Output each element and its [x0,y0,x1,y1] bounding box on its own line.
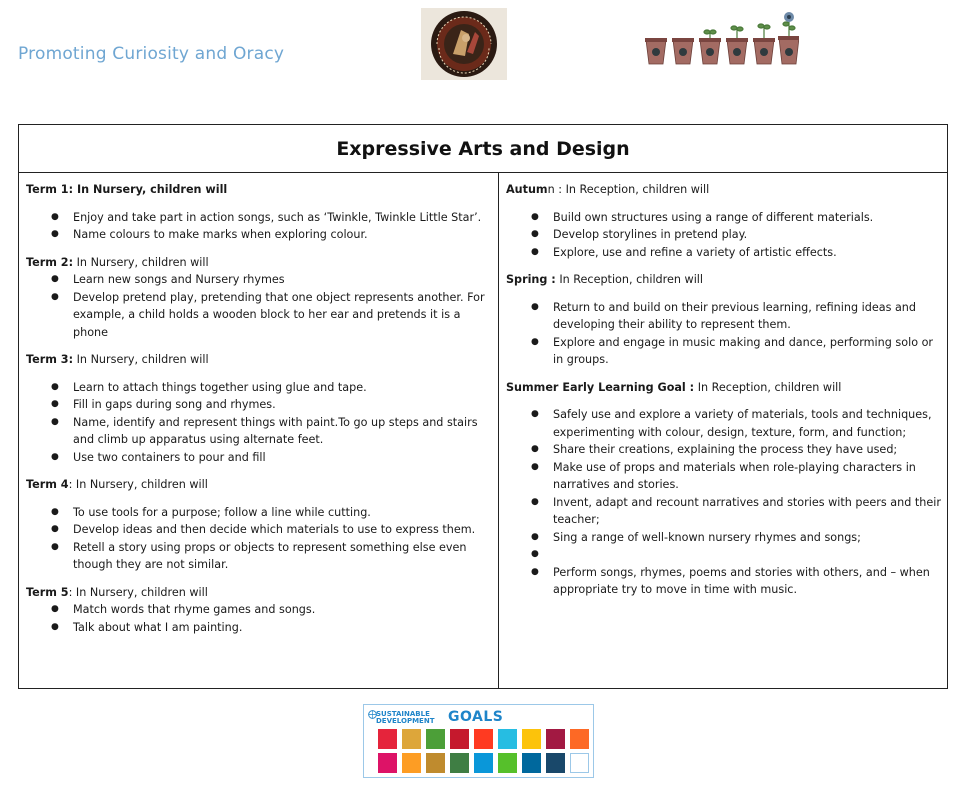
left-section [26,254,492,342]
bullet-list [26,271,492,341]
left-section [26,181,492,244]
sdg-goal-tile [522,729,541,749]
bullet-list [26,379,492,467]
bullet-item: ● Develop pretend play, pretending that one object represents another. For example, a child holds a wooden block to her ear and pretends it is a phone [26,289,492,342]
left-section [26,351,492,466]
bullet-item: ● Safely use and explore a variety of materials, tools and techniques, experimenting with colour, design, texture, form, and function; [506,406,941,441]
section-heading-bold: Summer Early Learning Goal : [506,380,695,394]
sdg-goal-tile [378,729,397,749]
sdg-goal-tile [546,729,565,749]
sdg-goals-logo [363,704,594,778]
section-heading-bold: Term 1: In Nursery [26,183,143,196]
bullet-item: ● Enjoy and take part in action songs, such as ‘Twinkle, Twinkle Little Star’. [26,209,492,227]
sdg-goal-tile [546,753,565,773]
bullet-item: ● Develop storylines in pretend play. [506,226,941,244]
sdg-goal-tile [426,753,445,773]
left-section [26,584,492,637]
sdg-goal-tile [426,729,445,749]
right-section [506,181,941,261]
spacer [26,199,492,209]
bullet-list [506,299,941,369]
section-heading-rest: , children will [142,183,228,196]
bullet-item: ● Learn new songs and Nursery rhymes [26,271,492,289]
bullet-list [26,209,492,244]
bullet-item: ● Explore, use and refine a variety of artistic effects. [506,244,941,262]
bullet-item: ● Talk about what I am painting. [26,619,492,637]
left-section [26,476,492,574]
section-heading-bold: Autum [506,183,548,196]
sdg-goal-tile [402,729,421,749]
school-crest-logo [421,8,507,80]
bullet-list [26,601,492,636]
section-heading [26,181,492,199]
bullet-item: ● Return to and build on their previous learning, refining ideas and developing their ability to represent them. [506,299,941,334]
bullet-item: ● Build own structures using a range of different materials. [506,209,941,227]
section-heading-rest: : In Nursery, children will [68,478,208,491]
sdg-goal-tile [474,729,493,749]
spacer [26,494,492,504]
section-heading [26,351,492,369]
section-heading-bold: Term 5 [26,585,69,599]
reception-column [498,173,947,688]
bullet-item: ● Name colours to make marks when exploring colour. [26,226,492,244]
section-heading [26,254,492,272]
section-heading-rest: : In Nursery, children will [68,585,208,599]
section-heading [506,379,941,397]
section-heading [26,584,492,602]
right-section [506,271,941,369]
sdg-title: SUSTAINABLE DEVELOPMENT [376,710,435,725]
curriculum-table [18,124,948,689]
bullet-item: ● Sing a range of well-known nursery rhymes and songs; [506,529,941,547]
bullet-item: ● Develop ideas and then decide which materials to use to express them. [26,521,492,539]
section-heading-rest: n : In Reception, children will [547,183,710,196]
sdg-goal-tile [522,753,541,773]
flower-pots-image [643,10,799,68]
sdg-goal-tile [450,753,469,773]
sdg-goal-tile [570,753,589,773]
table-title: Expressive Arts and Design [19,125,947,173]
bullet-item: ● Explore and engage in music making and dance, performing solo or in groups. [506,334,941,369]
section-heading-rest: In Nursery, children will [73,353,209,366]
sdg-goal-tile [402,753,421,773]
bullet-list [506,209,941,262]
section-heading-bold: Term 4 [26,478,69,491]
bullet-item: ● Name, identify and represent things with paint.To go up steps and stairs and climb up apparatus using alternate feet. [26,414,492,449]
sdg-goal-tile [570,729,589,749]
section-heading-rest: In Reception, children will [694,380,842,394]
right-section [506,379,941,599]
section-heading-bold: Spring : [506,273,556,286]
bullet-item: ● Retell a story using props or objects to represent something else even though they are not similar. [26,539,492,574]
section-heading-bold: Term 3: [26,353,74,366]
section-heading [506,271,941,289]
sdg-goal-tile [498,753,517,773]
spacer [506,199,941,209]
bullet-item: ● Make use of props and materials when role-playing characters in narratives and stories. [506,459,941,494]
sdg-tile-grid [378,729,589,773]
section-heading-rest: In Reception, children will [555,273,704,286]
sdg-goal-tile [498,729,517,749]
section-heading [26,476,492,494]
sdg-goal-tile [474,753,493,773]
section-heading-bold: Term 2: [26,255,74,269]
bullet-item: ● Invent, adapt and recount narratives and stories with peers and their teacher; [506,494,941,529]
spacer [26,369,492,379]
bullet-item: ● Perform songs, rhymes, poems and stories with others, and – when appropriate try to move in time with music. [506,564,941,599]
nursery-column [19,173,498,688]
bullet-item [506,546,941,564]
section-heading [506,181,941,199]
sdg-goal-tile [378,753,397,773]
bullet-item: ● Match words that rhyme games and songs. [26,601,492,619]
spacer [506,396,941,406]
bullet-list [506,406,941,599]
bullet-item: ● Use two containers to pour and fill [26,449,492,467]
sdg-goal-tile [450,729,469,749]
bullet-item: ● To use tools for a purpose; follow a line while cutting. [26,504,492,522]
bullet-item: ● Share their creations, explaining the process they have used; [506,441,941,459]
bullet-item: ● Fill in gaps during song and rhymes. [26,396,492,414]
sdg-goals-word: GOALS [448,709,504,725]
header-tagline: Promoting Curiosity and Oracy [18,44,285,64]
section-heading-rest: In Nursery, children will [73,255,209,269]
bullet-list [26,504,492,574]
bullet-item: ● Learn to attach things together using glue and tape. [26,379,492,397]
spacer [506,289,941,299]
